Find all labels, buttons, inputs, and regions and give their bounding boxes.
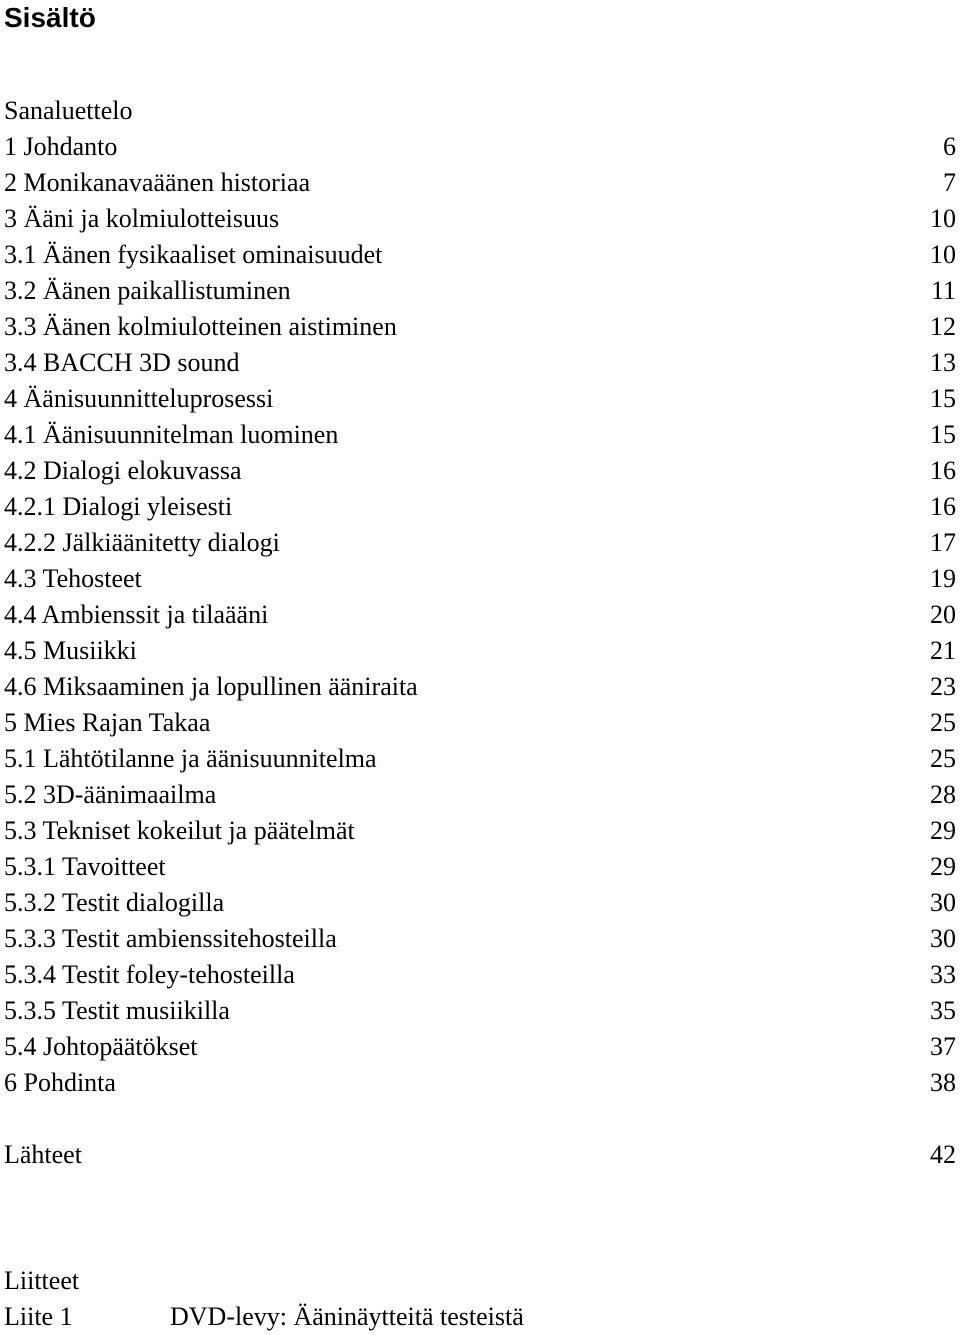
toc-entry-label: 5.2 3D-äänimaailma <box>4 780 217 809</box>
toc-entry-page: 38 <box>930 1068 956 1097</box>
toc-entry <box>4 274 956 308</box>
page-title: Sisältö <box>4 2 96 33</box>
toc-entry <box>4 166 956 200</box>
toc-entry <box>4 886 956 920</box>
toc-entry <box>4 238 956 272</box>
toc-entry <box>4 562 956 596</box>
toc-entry-label: 4.6 Miksaaminen ja lopullinen ääniraita <box>4 672 418 701</box>
toc-lahteet <box>4 1138 956 1172</box>
toc-entry-page: 15 <box>930 420 956 449</box>
toc-entry-page: 42 <box>930 1140 956 1169</box>
toc-entry-label: 4.1 Äänisuunnitelman luominen <box>4 420 339 449</box>
toc-entry-label: 4 Äänisuunnitteluprosessi <box>4 384 274 413</box>
toc-entry-label: 5.4 Johtopäätökset <box>4 1032 198 1061</box>
appendix-heading <box>4 1264 956 1298</box>
appendix-item-description: DVD-levy: Ääninäytteitä testeistä <box>170 1302 524 1331</box>
toc-entry-page: 29 <box>930 852 956 881</box>
toc-entry <box>4 490 956 524</box>
toc-entry-page: 30 <box>930 888 956 917</box>
toc-entry <box>4 346 956 380</box>
toc-entry-label: 4.5 Musiikki <box>4 636 137 665</box>
toc-entry-page: 21 <box>930 636 956 665</box>
toc-entry-label: 5.3.3 Testit ambienssitehosteilla <box>4 924 337 953</box>
toc-entry-label: 4.2 Dialogi elokuvassa <box>4 456 242 485</box>
toc-entry-label: 6 Pohdinta <box>4 1068 116 1097</box>
toc-sanaluettelo <box>4 94 956 128</box>
toc-entry <box>4 994 956 1028</box>
toc-entry-label: 5.3.1 Tavoitteet <box>4 852 166 881</box>
toc-entry-label: Sanaluettelo <box>4 96 133 125</box>
toc-entry <box>4 130 956 164</box>
toc-entry-label: 1 Johdanto <box>4 132 118 161</box>
toc-entry-page: 35 <box>930 996 956 1025</box>
appendix-item-label: Liite 1 <box>4 1302 73 1331</box>
appendix-item <box>4 1300 956 1334</box>
toc-entry-label: 3.2 Äänen paikallistuminen <box>4 276 291 305</box>
toc-entry-label: 2 Monikanavaäänen historiaa <box>4 168 311 197</box>
toc-entry-label: 5 Mies Rajan Takaa <box>4 708 211 737</box>
toc-entry-label: 4.2.1 Dialogi yleisesti <box>4 492 233 521</box>
toc-entry-page: 20 <box>930 600 956 629</box>
toc-entry-label: 5.3.2 Testit dialogilla <box>4 888 225 917</box>
toc-entry-page: 25 <box>930 744 956 773</box>
toc-entry <box>4 634 956 668</box>
toc-entry-page: 13 <box>930 348 956 377</box>
toc-entry-label: 3.4 BACCH 3D sound <box>4 348 240 377</box>
appendix-heading-label: Liitteet <box>4 1266 80 1295</box>
toc-entry <box>4 454 956 488</box>
toc-entry-page: 29 <box>930 816 956 845</box>
toc-entry-label: 3.3 Äänen kolmiulotteinen aistiminen <box>4 312 397 341</box>
toc-entry <box>4 670 956 704</box>
toc-entry <box>4 202 956 236</box>
toc-entry <box>4 382 956 416</box>
toc-entry <box>4 598 956 632</box>
toc-entry-page: 12 <box>930 312 956 341</box>
toc-entry-label: 5.3 Tekniset kokeilut ja päätelmät <box>4 816 355 845</box>
toc-entry <box>4 958 956 992</box>
toc-entry <box>4 778 956 812</box>
toc-entry <box>4 526 956 560</box>
toc-entry-page: 11 <box>930 276 956 305</box>
toc-entry-label: 5.1 Lähtötilanne ja äänisuunnitelma <box>4 744 377 773</box>
toc-entry-label: 5.3.4 Testit foley-tehosteilla <box>4 960 295 989</box>
toc-entry-page: 28 <box>930 780 956 809</box>
toc-entry-page: 17 <box>930 528 956 557</box>
toc-entry-label: Lähteet <box>4 1140 82 1169</box>
toc-entry-page: 19 <box>930 564 956 593</box>
toc-entry <box>4 814 956 848</box>
toc-entry-page: 25 <box>930 708 956 737</box>
toc-entry-page: 37 <box>930 1032 956 1061</box>
toc-entry <box>4 850 956 884</box>
toc-entry-page: 23 <box>930 672 956 701</box>
toc-entry-page: 15 <box>930 384 956 413</box>
toc-entry-label: 4.2.2 Jälkiäänitetty dialogi <box>4 528 280 557</box>
toc-entry-page: 33 <box>930 960 956 989</box>
toc-entry-page: 10 <box>930 240 956 269</box>
toc-entry <box>4 418 956 452</box>
toc-entry <box>4 1030 956 1064</box>
toc-entry-page: 6 <box>943 132 956 161</box>
toc-entry <box>4 742 956 776</box>
toc-entry-label: 4.3 Tehosteet <box>4 564 142 593</box>
toc-entry-page: 30 <box>930 924 956 953</box>
toc-entry-page: 16 <box>930 456 956 485</box>
toc-entry <box>4 706 956 740</box>
toc-entry-label: 3.1 Äänen fysikaaliset ominaisuudet <box>4 240 383 269</box>
toc-entry <box>4 1066 956 1100</box>
toc-entry-label: 5.3.5 Testit musiikilla <box>4 996 230 1025</box>
toc-entry <box>4 922 956 956</box>
toc-entry-page: 16 <box>930 492 956 521</box>
toc-entry-page: 10 <box>930 204 956 233</box>
toc-entry-label: 3 Ääni ja kolmiulotteisuus <box>4 204 280 233</box>
toc-entry <box>4 310 956 344</box>
toc-entry-label: 4.4 Ambienssit ja tilaääni <box>4 600 269 629</box>
toc-entry-page: 7 <box>943 168 956 197</box>
